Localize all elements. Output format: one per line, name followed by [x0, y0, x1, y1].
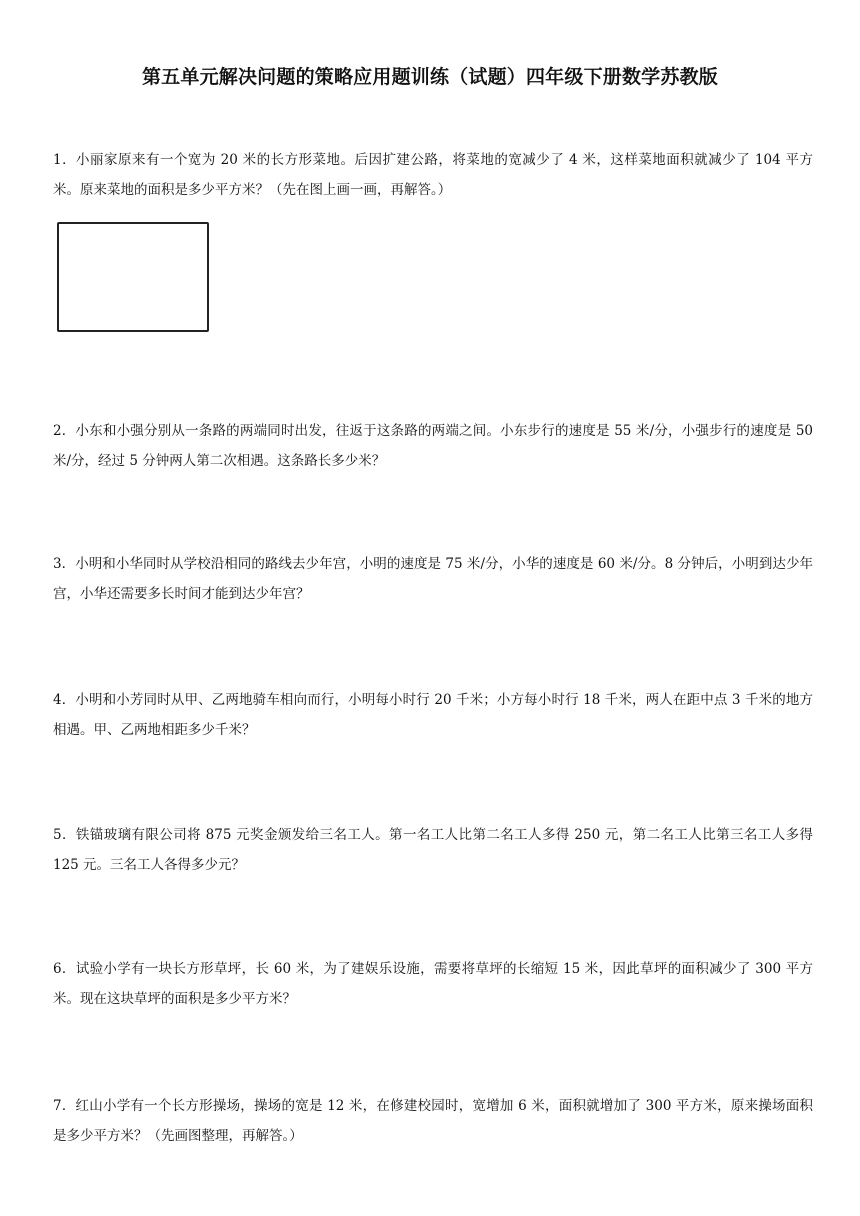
document-title: 第五单元解决问题的策略应用题训练（试题）四年级下册数学苏教版: [141, 66, 718, 88]
question-3: 3．小明和小华同时从学校沿相同的路线去少年宫，小明的速度是 75 米/分，小华的速度是 60 米/分。8 分钟后，小明到达少年宫，小华还需要多长时间才能到达少年宫？: [53, 556, 813, 602]
question-7: 7．红山小学有一个长方形操场，操场的宽是 12 米，在修建校园时，宽增加 6 米，面积就增加了 300 平方米，原来操场面积是多少平方米？（先画图整理，再解答。）: [53, 1098, 813, 1144]
question-4: 4．小明和小芳同时从甲、乙两地骑车相向而行，小明每小时行 20 千米；小方每小时行 18 千米，两人在距中点 3 千米的地方相遇。甲、乙两地相距多少千米？: [53, 692, 813, 738]
question-1: 1．小丽家原来有一个宽为 20 米的长方形菜地。后因扩建公路，将菜地的宽减少了 4 米，这样菜地面积就减少了 104 平方米。原来菜地的面积是多少平方米？（先在图上画一画，再解答。）: [53, 152, 813, 198]
question-5: 5．铁锚玻璃有限公司将 875 元奖金颁发给三名工人。第一名工人比第二名工人多得 250 元，第二名工人比第三名工人多得 125 元。三名工人各得多少元？: [53, 827, 813, 873]
question-6: 6．试验小学有一块长方形草坪，长 60 米，为了建娱乐设施，需要将草坪的长缩短 15 米，因此草坪的面积减少了 300 平方米。现在这块草坪的面积是多少平方米？: [53, 961, 813, 1007]
question-2: 2．小东和小强分别从一条路的两端同时出发，往返于这条路的两端之间。小东步行的速度是 55 米/分，小强步行的速度是 50 米/分，经过 5 分钟两人第二次相遇。这条路长多少米？: [53, 423, 813, 469]
rectangle-drawing-area: [57, 222, 209, 332]
